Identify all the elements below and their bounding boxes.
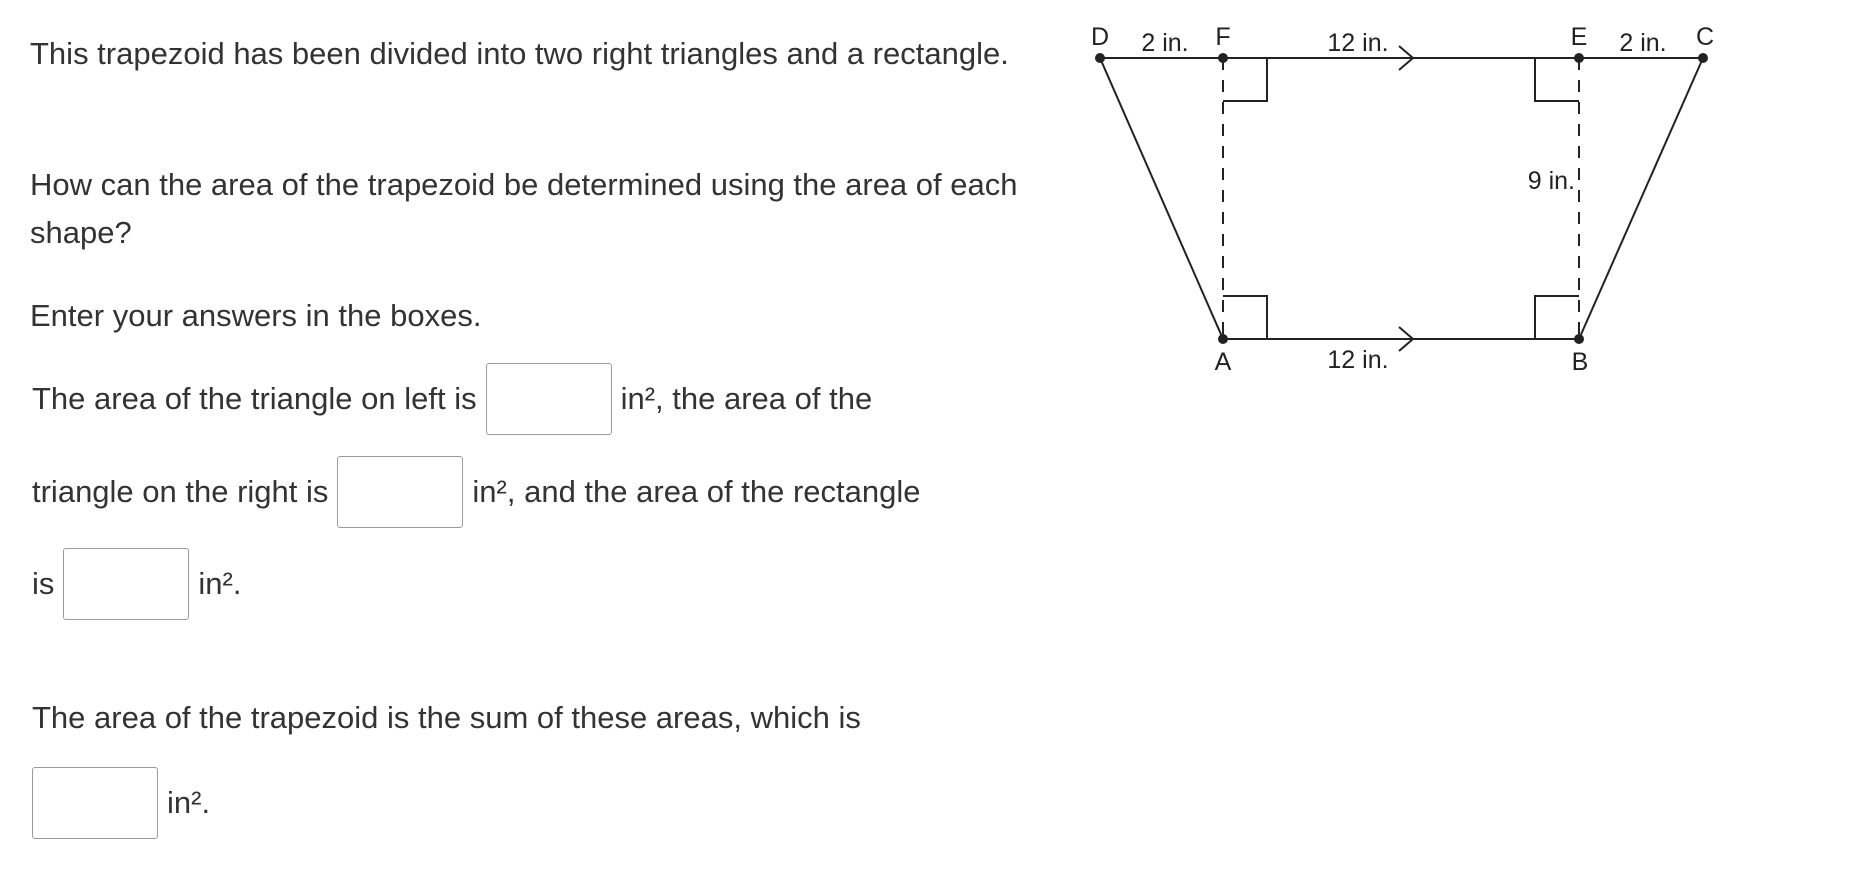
rectangle-suffix: in². — [198, 566, 242, 601]
trapezoid-answer-line — [32, 767, 210, 839]
right-angle-mark-a — [1223, 296, 1267, 339]
vertex-f-point — [1218, 53, 1228, 63]
vertex-b-point — [1574, 334, 1584, 344]
trapezoid-sum-text: The area of the trapezoid is the sum of these areas, which is — [32, 700, 861, 735]
right-triangle-answer-line — [32, 456, 920, 528]
trapezoid-figure — [1085, 15, 1745, 400]
vertex-a-point — [1218, 334, 1228, 344]
vertex-d-label: D — [1090, 23, 1110, 51]
vertex-e-label: E — [1570, 23, 1588, 51]
right-triangle-suffix: in², and the area of the rectangle — [472, 474, 921, 509]
right-angle-mark-f — [1223, 58, 1267, 101]
left-triangle-area-input[interactable] — [486, 363, 612, 435]
vertex-e-point — [1574, 53, 1584, 63]
trapezoid-diagram — [1085, 15, 1745, 395]
right-angle-mark-b — [1535, 296, 1579, 339]
rectangle-prefix: is — [32, 566, 55, 601]
right-leg-line — [1579, 58, 1703, 339]
question-intro: This trapezoid has been divided into two right triangles and a rectangle. — [30, 36, 1009, 71]
vertex-c-label: C — [1695, 23, 1715, 51]
question-prompt: How can the area of the trapezoid be determined using the area of each shape? — [30, 167, 1018, 250]
trapezoid-suffix: in². — [167, 785, 211, 820]
height-label: 9 in. — [1527, 167, 1575, 195]
rectangle-area-input[interactable] — [63, 548, 189, 620]
left-triangle-prefix: The area of the triangle on left is — [32, 381, 477, 416]
trapezoid-area-input[interactable] — [32, 767, 158, 839]
vertex-b-label: B — [1571, 348, 1589, 376]
vertex-c-point — [1698, 53, 1708, 63]
right-triangle-prefix: triangle on the right is — [32, 474, 329, 509]
vertex-f-label: F — [1215, 23, 1231, 51]
rectangle-answer-line — [32, 548, 241, 620]
right-triangle-area-input[interactable] — [337, 456, 463, 528]
fe-length-label: 12 in. — [1327, 29, 1389, 57]
ab-length-label: 12 in. — [1327, 346, 1389, 374]
left-triangle-answer-line — [32, 363, 872, 435]
question-instruction: Enter your answers in the boxes. — [30, 298, 482, 333]
vertex-d-point — [1095, 53, 1105, 63]
right-angle-mark-e — [1535, 58, 1579, 101]
left-leg-line — [1100, 58, 1223, 339]
left-triangle-suffix: in², the area of the — [620, 381, 873, 416]
df-length-label: 2 in. — [1141, 29, 1189, 57]
ec-length-label: 2 in. — [1619, 29, 1667, 57]
vertex-a-label: A — [1214, 348, 1232, 376]
